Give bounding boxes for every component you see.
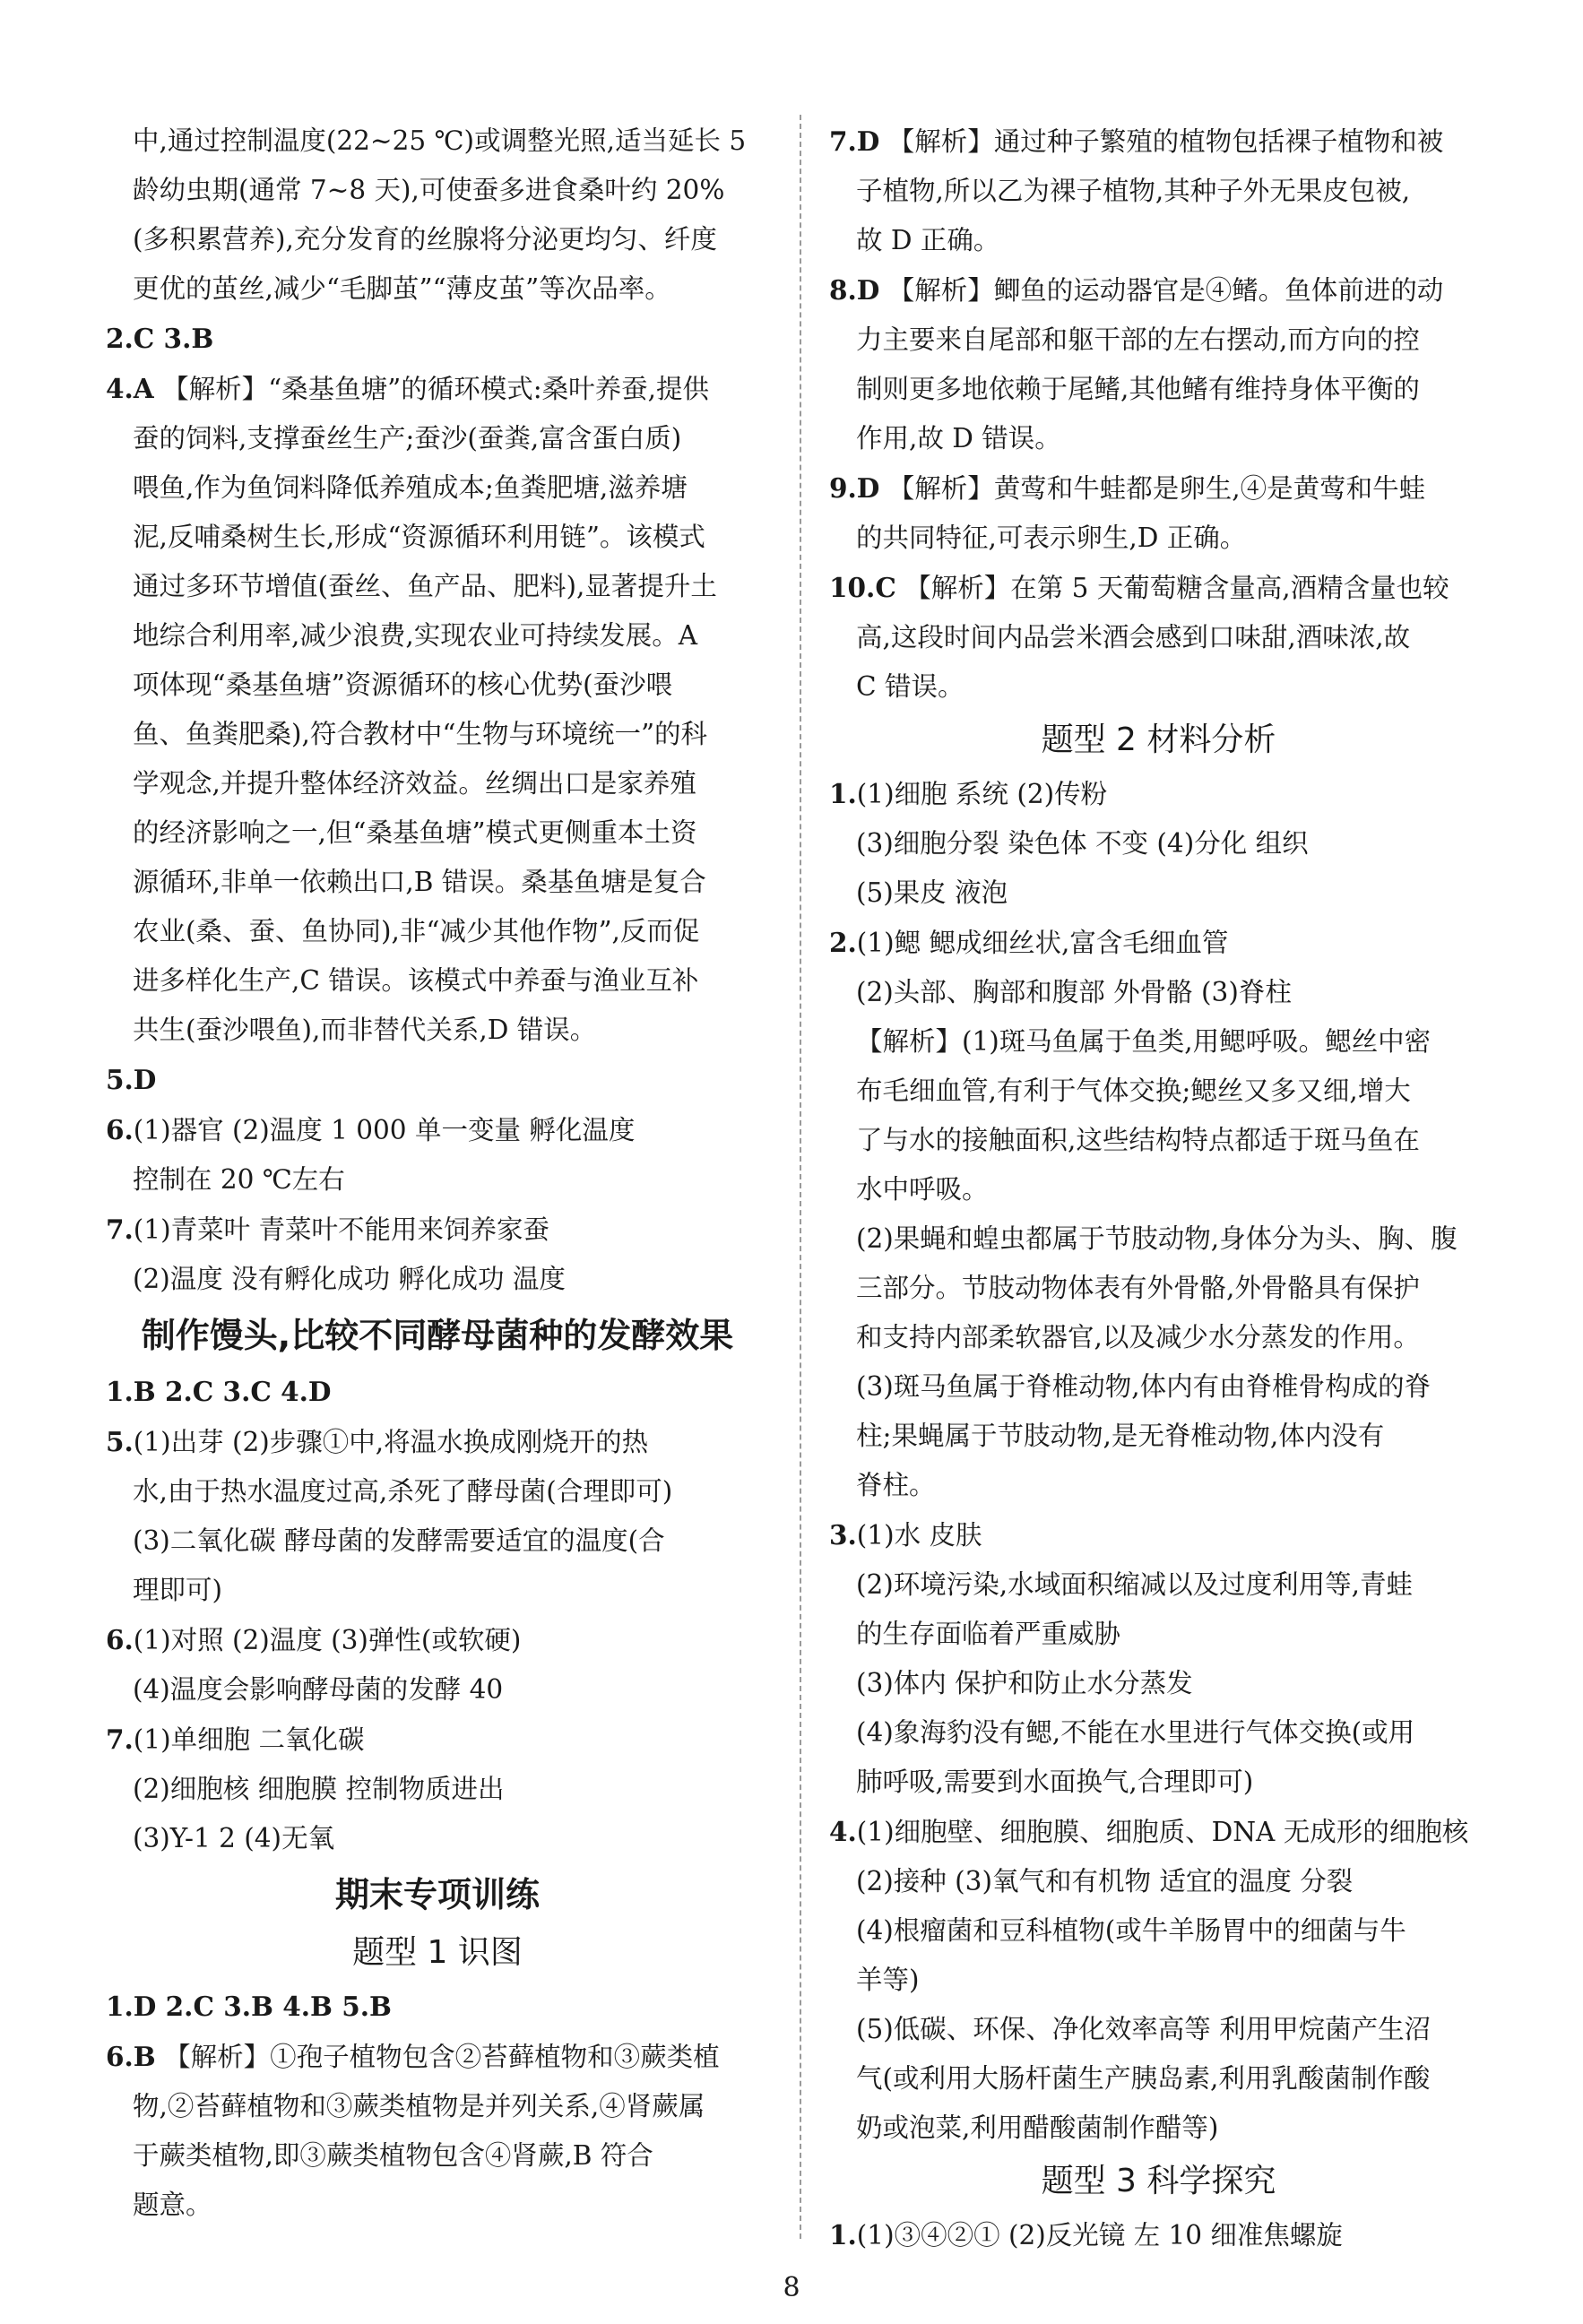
answer-line: (2)温度 没有孵化成功 孵化成功 温度 [133,1264,566,1294]
answer-line: 农业(桑、蚕、鱼协同),非“减少其他作物”,反而促 [133,916,700,946]
answer-item: 5.D [106,1064,157,1095]
answer-line: (5)低碳、环保、净化效率高等 利用甲烷菌产生沼 [856,2014,1432,2044]
answer-line: 布毛细血管,有利于气体交换;鳃丝又多又细,增大 [856,1076,1411,1106]
column-divider [800,115,801,2239]
answer-item: 4.A 【解析】“桑基鱼塘”的循环模式:桑叶养蚕,提供 [106,373,710,404]
answer-line: 故 D 正确。 [856,225,1000,255]
answer-line: 鱼、鱼粪肥桑),符合教材中“生物与环境统一”的科 [133,719,708,749]
answer-item: 6.B 【解析】①孢子植物包含②苔藓植物和③蕨类植 [106,2041,720,2072]
answer-item: 6.(1)器官 (2)温度 1 000 单一变量 孵化温度 [106,1114,636,1145]
answer-line: 和支持内部柔软器官,以及减少水分蒸发的作用。 [856,1322,1420,1352]
answer-item: 7.D 【解析】通过种子繁殖的植物包括裸子植物和被 [829,125,1444,157]
answer-line: (4)象海豹没有鳃,不能在水里进行气体交换(或用 [856,1717,1415,1748]
answer-item: 4.(1)细胞壁、细胞膜、细胞质、DNA 无成形的细胞核 [829,1816,1469,1847]
answer-line: 中,通过控制温度(22~25 ℃)或调整光照,适当延长 5 [133,125,747,156]
answer-item: 1.D 2.C 3.B 4.B 5.B [106,1991,392,2022]
answer-line: 肺呼吸,需要到水面换气,合理即可) [856,1767,1254,1797]
answer-line: 羊等) [856,1965,920,1995]
answer-line: 气(或利用大肠杆菌生产胰岛素,利用乳酸菌制作酸 [856,2063,1431,2094]
answer-line: (多积累营养),充分发育的丝腺将分泌更均匀、纤度 [133,224,717,255]
answer-line: 龄幼虫期(通常 7~8 天),可使蚕多进食桑叶约 20% [133,175,725,205]
answer-line: (4)根瘤菌和豆科植物(或牛羊肠胃中的细菌与牛 [856,1915,1406,1946]
answer-item: 1.(1)③④②① (2)反光镜 左 10 细准焦螺旋 [829,2219,1343,2251]
answer-line: 了与水的接触面积,这些结构特点都适于斑马鱼在 [856,1125,1420,1155]
answer-line: 水,由于热水温度过高,杀死了酵母菌(合理即可) [133,1476,673,1507]
answer-line: 于蕨类植物,即③蕨类植物包含④肾蕨,B 符合 [133,2140,653,2171]
answer-line: 的生存面临着严重威胁 [856,1619,1121,1649]
answer-line: 共生(蚕沙喂鱼),而非替代关系,D 错误。 [133,1015,597,1045]
answer-line: C 错误。 [856,671,965,702]
answer-line: 源循环,非单一依赖出口,B 错误。桑基鱼塘是复合 [133,867,706,897]
answer-line: 高,这段时间内品尝米酒会感到口味甜,酒味浓,故 [856,622,1411,652]
answer-line: (5)果皮 液泡 [856,877,1008,908]
answer-line: 蚕的饲料,支撑蚕丝生产;蚕沙(蚕粪,富含蛋白质) [133,423,682,454]
answer-line: 项体现“桑基鱼塘”资源循环的核心优势(蚕沙喂 [133,670,673,700]
answer-item: 7.(1)青菜叶 青菜叶不能用来饲养家蚕 [106,1214,549,1245]
answer-line: 【解析】(1)斑马鱼属于鱼类,用鳃呼吸。鳃丝中密 [856,1026,1432,1057]
answer-line: 的共同特征,可表示卵生,D 正确。 [856,523,1247,553]
answer-line: (2)接种 (3)氧气和有机物 适宜的温度 分裂 [856,1866,1354,1896]
answer-line: (2)细胞核 细胞膜 控制物质进出 [133,1774,505,1804]
answer-line: 制则更多地依赖于尾鳍,其他鳍有维持身体平衡的 [856,374,1420,404]
answer-line: 更优的茧丝,减少“毛脚茧”“薄皮茧”等次品率。 [133,273,671,304]
answer-line: 水中呼吸。 [856,1174,989,1205]
page-number: 8 [783,2272,800,2303]
answer-line: 理即可) [133,1575,223,1605]
answer-item: 8.D 【解析】鲫鱼的运动器官是④鳍。鱼体前进的动 [829,274,1444,306]
answer-line: 学观念,并提升整体经济效益。丝绸出口是家养殖 [133,768,696,799]
answer-item: 10.C 【解析】在第 5 天葡萄糖含量高,酒精含量也较 [829,572,1449,603]
section-heading: 题型 1 识图 [352,1934,523,1971]
answer-line: (2)果蝇和蝗虫都属于节肢动物,身体分为头、胸、腹 [856,1223,1458,1254]
answer-line: 控制在 20 ℃左右 [133,1164,345,1195]
answer-line: (4)温度会影响酵母菌的发酵 40 [133,1674,504,1705]
answer-line: (3)Y-1 2 (4)无氧 [133,1823,335,1853]
answer-line: 喂鱼,作为鱼饲料降低养殖成本;鱼粪肥塘,滋养塘 [133,472,688,503]
answer-line: 奶或泡菜,利用醋酸菌制作醋等) [856,2112,1219,2143]
answer-line: 作用,故 D 错误。 [856,423,1061,454]
answer-item: 2.C 3.B [106,323,214,354]
answer-line: 进多样化生产,C 错误。该模式中养蚕与渔业互补 [133,965,699,996]
answer-line: 物,②苔藓植物和③蕨类植物是并列关系,④肾蕨属 [133,2091,705,2121]
answer-line: 脊柱。 [856,1470,936,1500]
section-heading: 题型 3 科学探究 [1041,2163,1276,2199]
section-heading: 题型 2 材料分析 [1041,721,1276,758]
answer-line: (2)环境污染,水域面积缩减以及过度利用等,青蛙 [856,1569,1414,1600]
section-heading: 制作馒头,比较不同酵母菌种的发酵效果 [141,1316,734,1355]
answer-item: 1.(1)细胞 系统 (2)传粉 [829,778,1108,809]
answer-item: 7.(1)单细胞 二氧化碳 [106,1724,365,1755]
section-heading: 期末专项训练 [334,1875,540,1914]
answer-line: (3)斑马鱼属于脊椎动物,体内有由脊椎骨构成的脊 [856,1371,1432,1402]
answer-item: 3.(1)水 皮肤 [829,1519,982,1551]
answer-line: 地综合利用率,减少浪费,实现农业可持续发展。A [133,620,698,651]
answer-line: (2)头部、胸部和腹部 外骨骼 (3)脊柱 [856,977,1292,1007]
answer-line: 泥,反哺桑树生长,形成“资源循环利用链”。该模式 [133,522,705,552]
answer-line: 三部分。节肢动物体表有外骨骼,外骨骼具有保护 [856,1273,1420,1303]
left-column [106,117,769,2230]
answer-line: 的经济影响之一,但“桑基鱼塘”模式更侧重本土资 [133,817,697,848]
answer-item: 1.B 2.C 3.C 4.D [106,1376,332,1407]
answer-item: 2.(1)鳃 鳃成细丝状,富含毛细血管 [829,927,1229,958]
answer-line: 题意。 [133,2190,212,2220]
answer-item: 6.(1)对照 (2)温度 (3)弹性(或软硬) [106,1624,522,1655]
answer-line: (3)二氧化碳 酵母菌的发酵需要适宜的温度(合 [133,1525,665,1556]
answer-line: (3)体内 保护和防止水分蒸发 [856,1668,1193,1698]
answer-item: 9.D 【解析】黄莺和牛蛙都是卵生,④是黄莺和牛蛙 [829,472,1426,504]
answer-line: 通过多环节增值(蚕丝、鱼产品、肥料),显著提升土 [133,571,717,601]
answer-line: 柱;果蝇属于节肢动物,是无脊椎动物,体内没有 [856,1421,1385,1451]
answer-line: 子植物,所以乙为裸子植物,其种子外无果皮包被, [856,176,1411,206]
right-column [829,117,1488,2260]
answer-line: 力主要来自尾部和躯干部的左右摆动,而方向的控 [856,324,1420,355]
answer-item: 5.(1)出芽 (2)步骤①中,将温水换成刚烧开的热 [106,1426,649,1457]
answer-line: (3)细胞分裂 染色体 不变 (4)分化 组织 [856,828,1309,859]
